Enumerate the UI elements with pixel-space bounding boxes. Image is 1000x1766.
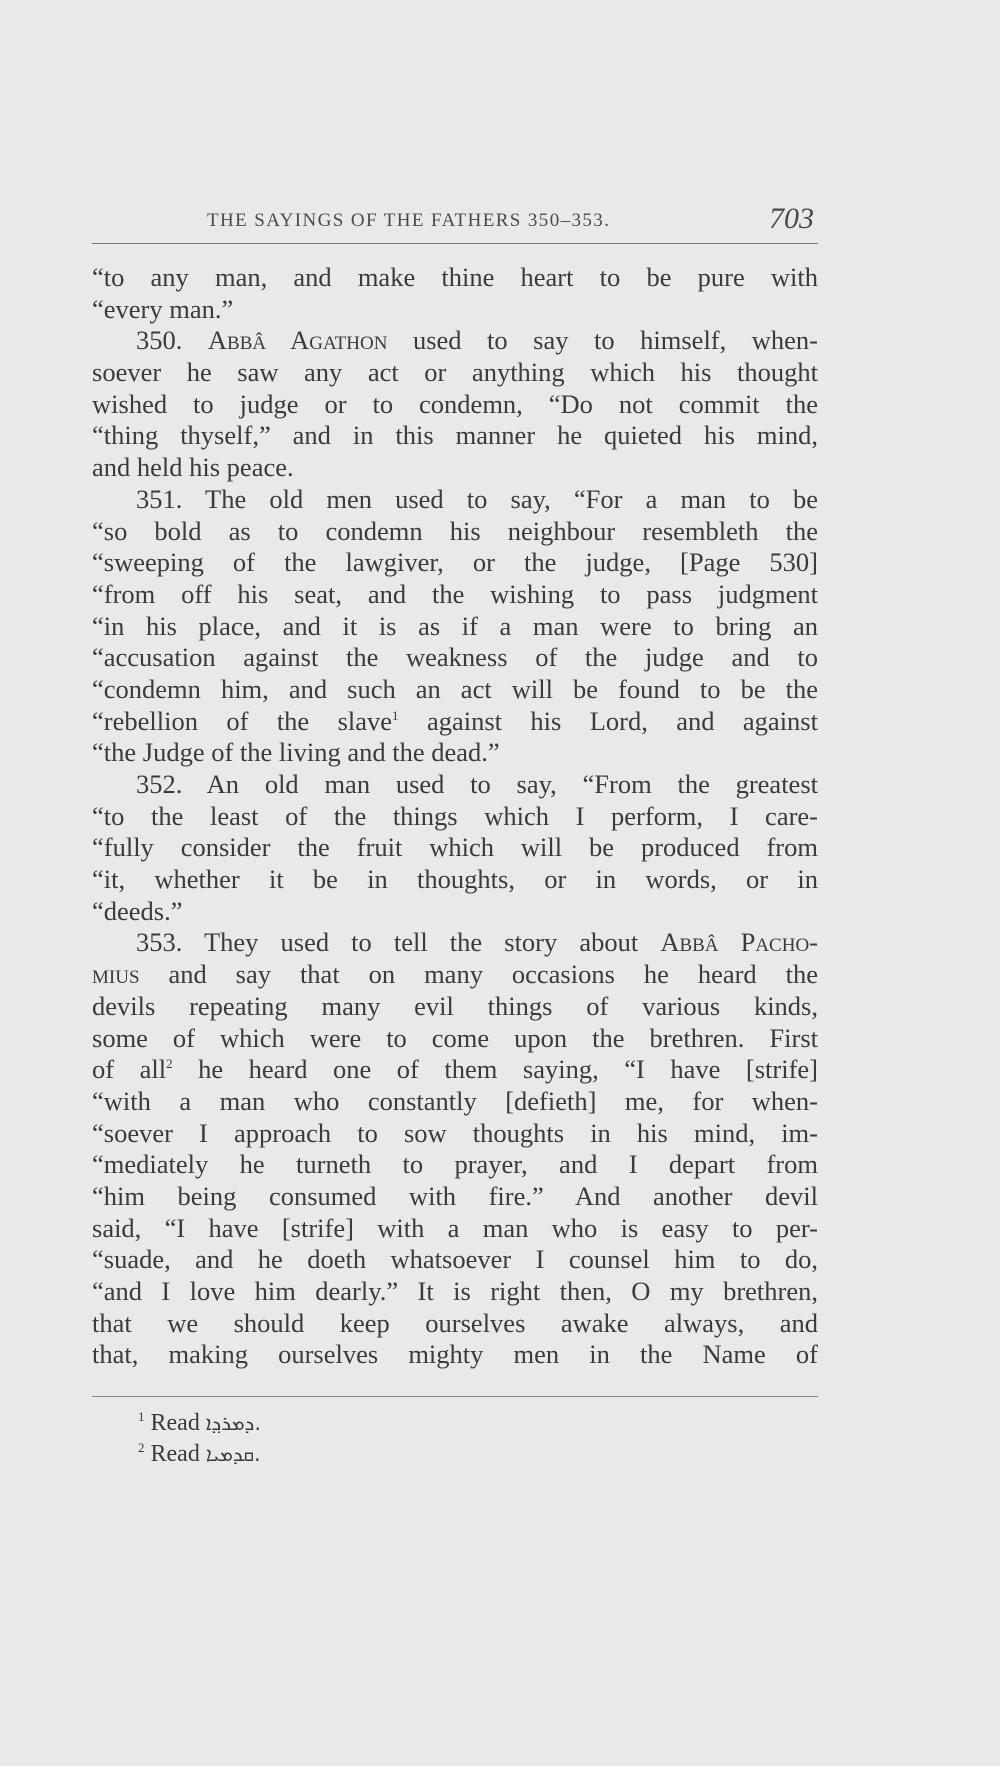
text-line: “suade, and he doeth whatsoever I counsel him to do,: [92, 1244, 818, 1275]
text-line: “with a man who constantly [defieth] me, for when-: [92, 1085, 818, 1116]
text-line: devils repeating many evil things of various kinds,: [92, 990, 818, 1021]
footnote-2: $^2$ Read ܩܕܡܝܐ.: [138, 1440, 261, 1467]
text-line: “fully consider the fruit which will be produced from: [92, 832, 818, 863]
paragraph-353: 353. They used to tell the story about Abbâ Pacho-: [136, 927, 818, 958]
text-line: of all$^2$ he heard one of them saying, “I have [strife]: [92, 1054, 818, 1085]
person-name: Abbâ Pacho-: [660, 927, 818, 958]
text-line: “sweeping of the lawgiver, or the judge, [Page 530]: [92, 547, 818, 578]
text-line: “soever I approach to sow thoughts in his mind, im-: [92, 1117, 818, 1148]
text-line: that we should keep ourselves awake always, and: [92, 1307, 818, 1338]
person-name: Abbâ Agathon: [207, 325, 388, 356]
footnotes: [138, 1408, 261, 1470]
text-line: “so bold as to condemn his neighbour resembleth the: [92, 515, 818, 546]
paragraph-number: 352.: [136, 769, 183, 799]
text-line: “to any man, and make thine heart to be pure with: [92, 262, 818, 292]
text-line: “the Judge of the living and the dead.”: [92, 737, 500, 768]
running-title: THE SAYINGS OF THE FATHERS 350–353.: [207, 210, 611, 231]
text-line: soever he saw any act or anything which his thought: [92, 357, 818, 388]
text-line: “and I love him dearly.” It is right then, O my brethren,: [92, 1276, 818, 1306]
syriac-word: ܩܕܡܝܐ.: [205, 1442, 261, 1466]
paragraph-351: 351. The old men used to say, “For a man to be: [136, 483, 818, 514]
text-line: “to the least of the things which I perform, I care-: [92, 800, 818, 831]
header-rule: [92, 243, 818, 244]
syriac-word: ܕܡܪܕ݂ܐ.: [205, 1411, 261, 1435]
paragraph-number: 350.: [136, 325, 183, 356]
text-line: “every man.”: [92, 293, 234, 324]
text-line: some of which were to come upon the brethren. First: [92, 1022, 818, 1053]
text-line: “from off his seat, and the wishing to pass judgment: [92, 578, 818, 609]
text-line: wished to judge or to condemn, “Do not commit the: [92, 388, 818, 419]
paragraph-352: 352. An old man used to say, “From the greatest: [136, 769, 818, 799]
paragraph-number: 353.: [136, 927, 183, 958]
footnote-1: $^1$ Read ܕܡܪܕ݂ܐ.: [138, 1409, 261, 1436]
text-line: “accusation against the weakness of the judge and to: [92, 642, 818, 673]
person-name: mius: [92, 959, 140, 990]
text-line: and held his peace.: [92, 452, 294, 483]
text-line: that, making ourselves mighty men in the Name of: [92, 1339, 818, 1370]
footnote-marker: 2: [138, 1440, 145, 1455]
body-text: [92, 262, 818, 1371]
text-line: “in his place, and it is as if a man were to bring an: [92, 610, 818, 641]
text-line: “it, whether it be in thoughts, or in words, or in: [92, 864, 818, 895]
paragraph-number: 351.: [136, 483, 183, 514]
text-line: “thing thyself,” and in this manner he quieted his mind,: [92, 420, 818, 451]
paragraph-350: 350. Abbâ Agathon used to say to himself, when-: [136, 325, 818, 356]
footnote-ref-2: 2: [166, 1056, 173, 1072]
text-line: “deeds.”: [92, 895, 183, 926]
text-line: “him being consumed with fire.” And another devil: [92, 1180, 818, 1211]
page-header: [92, 200, 818, 244]
text-line: “condemn him, and such an act will be found to be the: [92, 673, 818, 704]
text-line: said, “I have [strife] with a man who is easy to per-: [92, 1212, 818, 1243]
footnote-ref-1: 1: [392, 707, 399, 723]
page-number: 703: [769, 202, 814, 235]
footnote-marker: 1: [138, 1409, 145, 1424]
text-line: “mediately he turneth to prayer, and I depart from: [92, 1149, 818, 1180]
footnote-rule: [92, 1396, 818, 1397]
text-line: mius and say that on many occasions he heard the: [92, 959, 818, 990]
text-line: “rebellion of the slave$^1$ against his Lord, and against: [92, 705, 818, 736]
